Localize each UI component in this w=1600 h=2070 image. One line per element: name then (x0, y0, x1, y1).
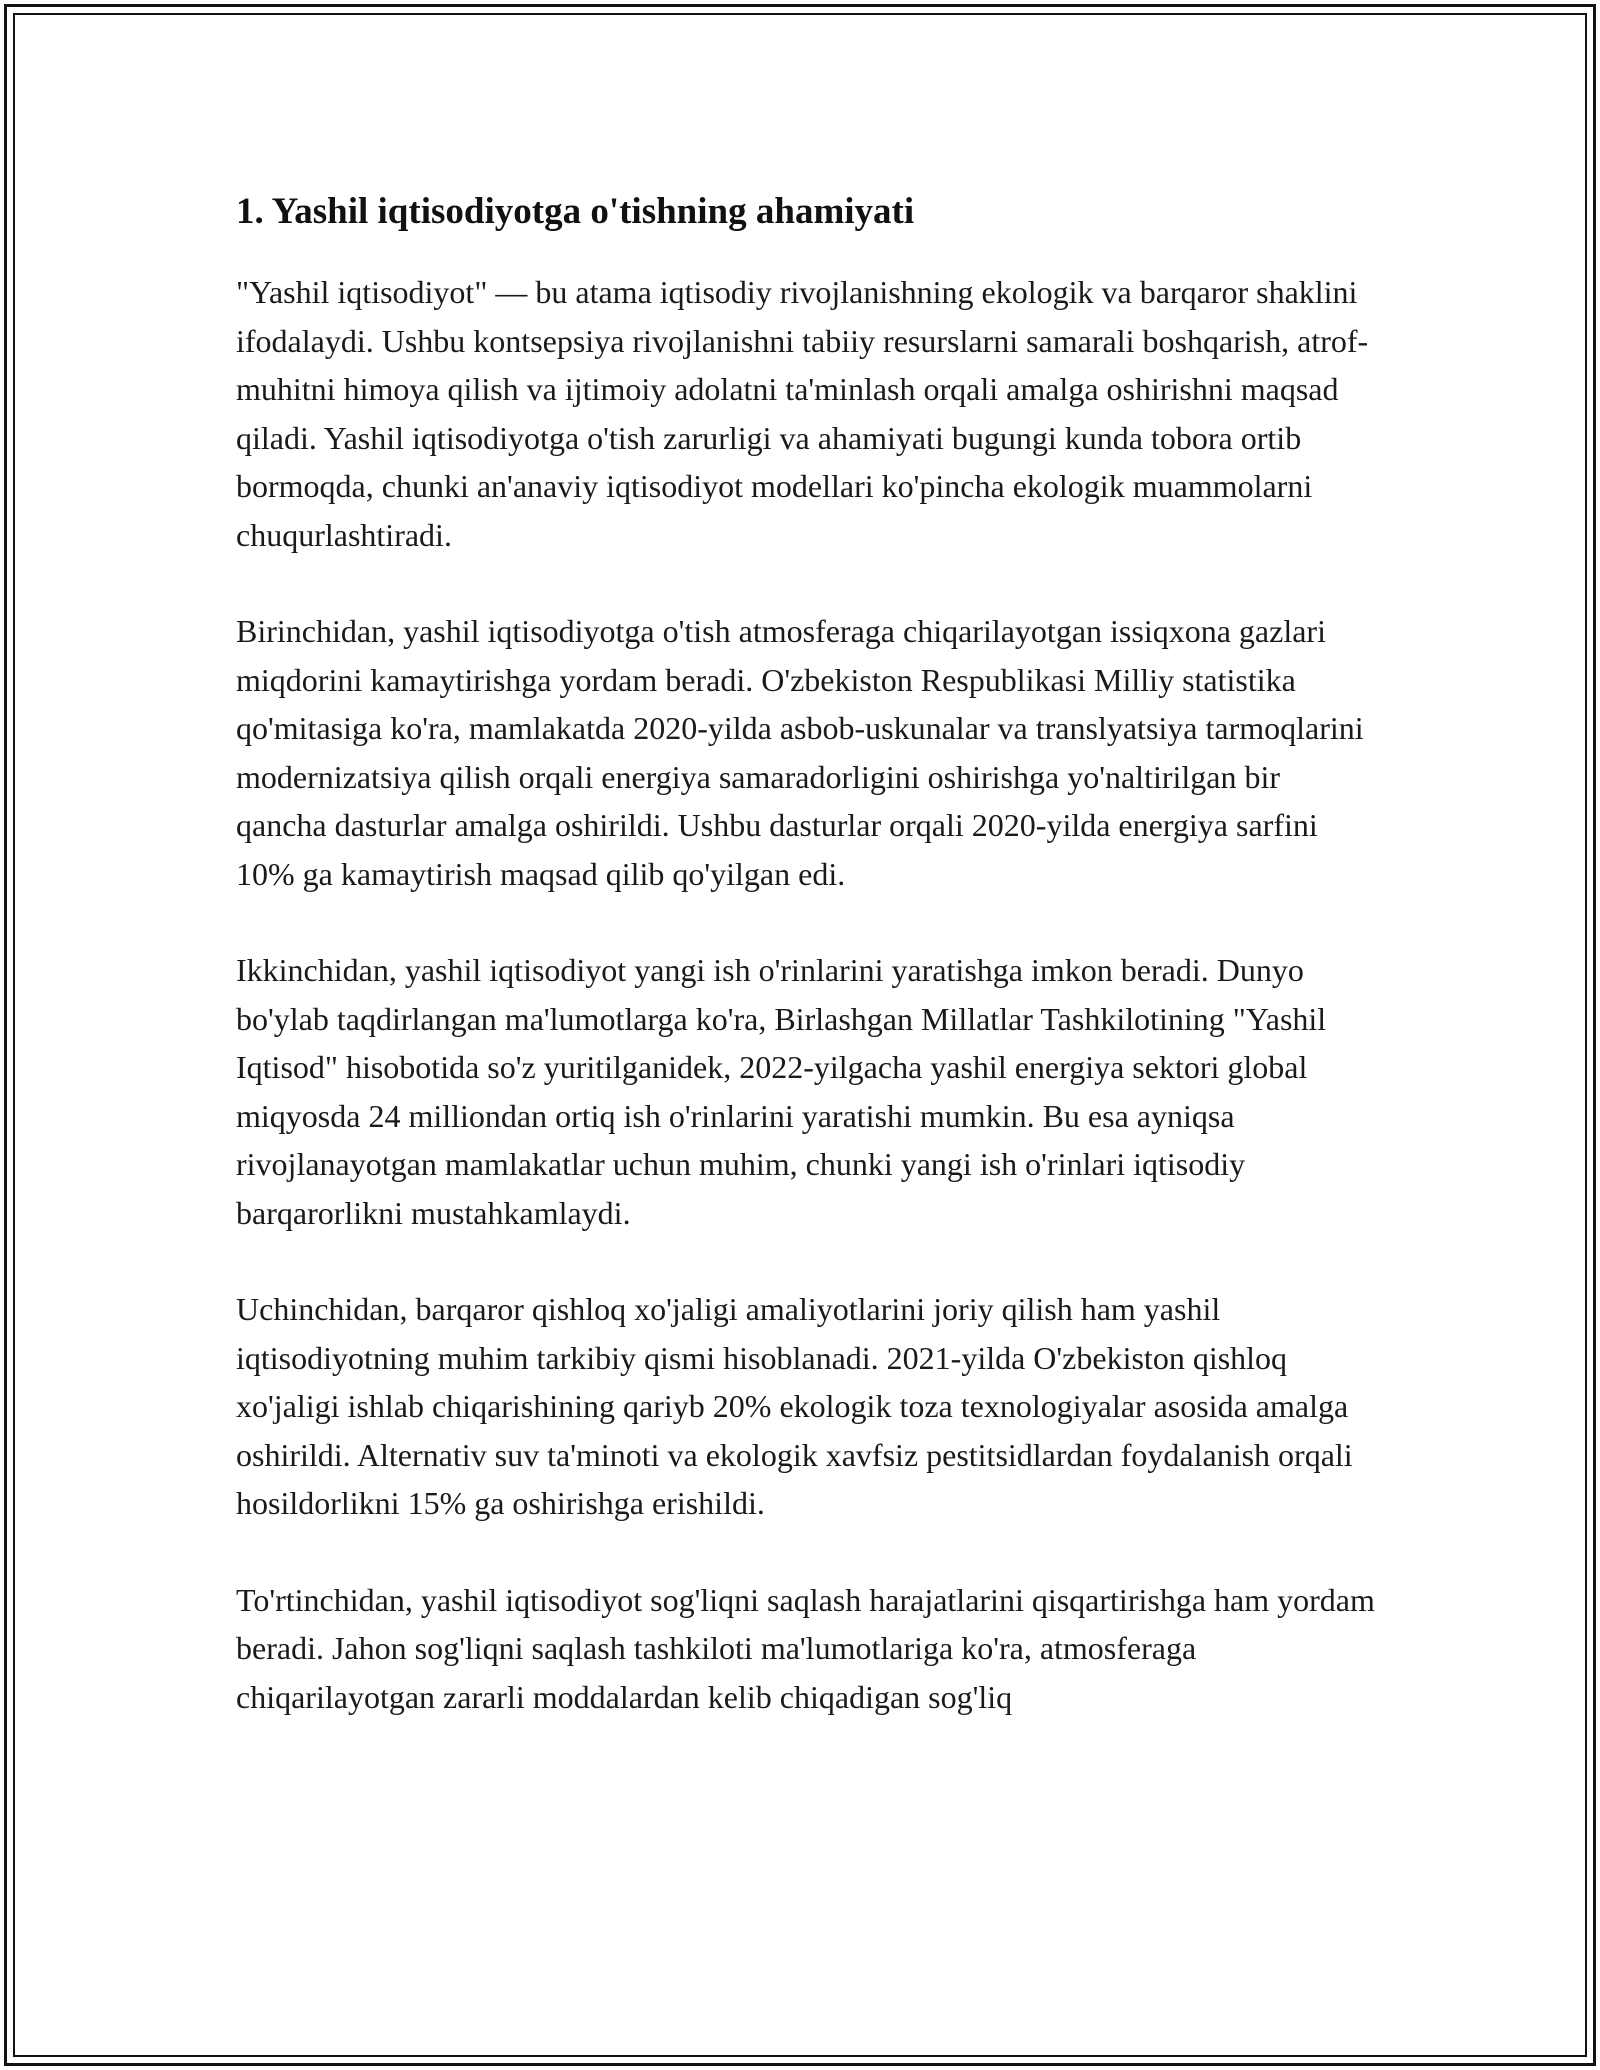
paragraph-second-point: Ikkinchidan, yashil iqtisodiyot yangi ish o'rinlarini yaratishga imkon beradi. Dunyo bo'ylab taqdirlangan ma'lumotlarga ko'ra, Birlashgan Millatlar Tashkilotining "Yashil Iqtisod" hisobotida so'z yuritilganidek, 2022-yilgacha yashil energiya sektori global miqyosda 24 milliondan ortiq ish o'rinlarini yaratishi mumkin. Bu esa ayniqsa rivojlanayotgan mamlakatlar uchun muhim, chunki yangi ish o'rinlari iqtisodiy barqarorlikni mustahkamlaydi. (236, 952, 1327, 1231)
paragraph-intro: "Yashil iqtisodiyot" — bu atama iqtisodiy rivojlanishning ekologik va barqaror shaklini ifodalaydi. Ushbu kontsepsiya rivojlanishni tabiiy resurslarni samarali boshqarish, atrof-muhitni himoya qilish va ijtimoiy adolatni ta'minlash orqali amalga oshirishni maqsad qiladi. Yashil iqtisodiyotga o'tish zarurligi va ahamiyati bugungi kunda tobora ortib bormoqda, chunki an'anaviy iqtisodiyot modellari ko'pincha ekologik muammolarni chuqurlashtiradi. (236, 274, 1369, 553)
paragraph-fourth-point: To'rtinchidan, yashil iqtisodiyot sog'liqni saqlash harajatlarini qisqartirishga ham yordam beradi. Jahon sog'liqni saqlash tashkiloti ma'lumotlariga ko'ra, atmosferaga chiqarilayotgan zararli moddalardan kelib chiqadigan sog'liq (236, 1581, 1375, 1715)
paragraph-third-point: Uchinchidan, barqaror qishloq xo'jaligi amaliyotlarini joriy qilish ham yashil iqtisodiyotning muhim tarkibiy qismi hisoblanadi. 2021-yilda O'zbekiston qishloq xo'jaligi ishlab chiqarishining qariyb 20% ekologik toza texnologiyalar asosida amalga oshirildi. Alternativ suv ta'minoti va ekologik xavfsiz pestitsidlardan foydalanish orqali hosildorlikni 15% ga oshirishga erishildi. (236, 1291, 1353, 1521)
document-body (236, 186, 1376, 1769)
paragraph-first-point: Birinchidan, yashil iqtisodiyotga o'tish atmosferaga chiqarilayotgan issiqxona gazlari miqdorini kamaytirishga yordam beradi. O'zbekiston Respublikasi Milliy statistika qo'mitasiga ko'ra, mamlakatda 2020-yilda asbob-uskunalar va translyatsiya tarmoqlarini modernizatsiya qilish orqali energiya samaradorligini oshirishga yo'naltirilgan bir qancha dasturlar amalga oshirildi. Ushbu dasturlar orqali 2020-yilda energiya sarfini 10% ga kamaytirish maqsad qilib qo'yilgan edi. (236, 613, 1364, 892)
section-heading: 1. Yashil iqtisodiyotga o'tishning ahamiyati (236, 191, 915, 232)
